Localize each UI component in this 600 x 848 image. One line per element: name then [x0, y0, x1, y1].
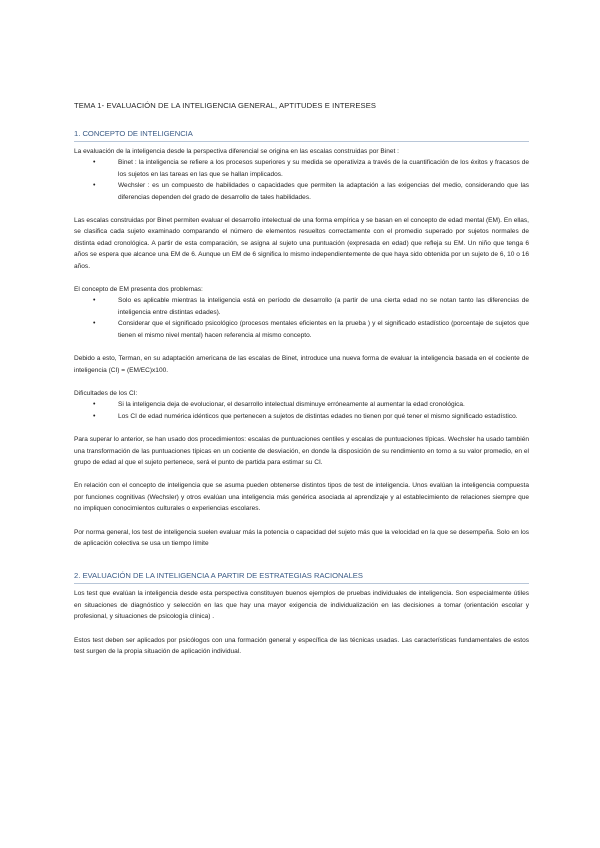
- document-body: [74, 100, 529, 666]
- list-item: • Binet : la inteligencia se refiere a los procesos superiores y su medida se operativiza a través de la cuantificación de los éxitos y fracasos de los sujetos en las tareas en las que se hallan implicados.: [118, 157, 529, 180]
- terman-paragraph: Debido a esto, Terman, en su adaptación americana de las escalas de Binet, introduce una nueva forma de evaluar la inteligencia basada en el cociente de inteligencia (CI) = (EM/EC)x100.: [74, 355, 529, 374]
- em-problems-list: [74, 295, 529, 341]
- section-1-heading: 1. CONCEPTO DE INTELIGENCIA: [74, 128, 529, 142]
- list-item: • Solo es aplicable mientras la inteligencia está en período de desarrollo (a partir de una cierta edad no se notan tanto las diferencias de inteligencia entre distintas edades).: [118, 295, 529, 318]
- list-item: • Considerar que el significado psicológico (procesos mentales eficientes en la prueba ) y el significado estadístico (porcentaje de sujetos que tienen el mismo nivel mental) hacen referencia al mismo concepto.: [118, 318, 529, 341]
- ci-difficulties-intro: Dificultades de los CI:: [74, 389, 138, 397]
- list-item: • Los CI de edad numérica idénticos que pertenecen a sujetos de distintas edades no tienen por qué tener el mismo significado estadístico.: [118, 411, 529, 422]
- norm-paragraph: Por norma general, los test de inteligencia suelen evaluar más la potencia o capacidad del sujeto más que la velocidad en la que se desempeña. Solo en los de aplicación colectiva se usa un tiempo límite: [74, 528, 529, 547]
- concept-paragraph: En relación con el concepto de inteligencia que se asuma pueden obtenerse distintos tipos de test de inteligencia. Unos evalúan la inteligencia compuesta por funciones cognitivas (Wechsler) y otros evalúan una inteligencia más genérica asociada al aprendizaje y al establecimiento de relaciones siempre que no impliquen conocimientos culturales o experiencias escolares.: [74, 482, 529, 513]
- section-1-intro: La evaluación de la inteligencia desde la perspectiva diferencial se origina en las escalas construidas por Binet :: [74, 148, 399, 155]
- binet-scales-paragraph: Las escalas construidas por Binet permiten evaluar el desarrollo intelectual de una forma empírica y se basan en el concepto de edad mental (EM). En ellas, se clasifica cada sujeto examinado comparando el número de elementos resueltos correctamente con el promedio superado por sujetos normales de distinta edad cronológica. A partir de esta comparación, se asigna al sujeto una puntuación (expresada en edad) que refleja su EM. Un niño que tenga 6 años se espera que alcance una EM de 6. Aunque un EM de 6 significa lo mismo independientemente de que haya sido obtenida por un sujeto de 6, 10 o 16 años.: [74, 217, 529, 270]
- document-title: TEMA 1- EVALUACIÓN DE LA INTELIGENCIA GENERAL, APTITUDES E INTERESES: [74, 101, 377, 110]
- ci-difficulties-list: [74, 399, 529, 422]
- em-problems-intro: El concepto de EM presenta dos problemas:: [74, 286, 203, 294]
- section-2-paragraph-1: Los test que evalúan la inteligencia desde esta perspectiva constituyen buenos ejemplos de pruebas individuales de inteligencia. Son especialmente útiles en situaciones de diagnóstico y selección en las que hay una mayor exigencia de individualización en las decisiones a tomar (orientación escolar y profesional, y situaciones de psicología clínica) .: [74, 590, 529, 621]
- section-2-paragraph-2: Estos test deben ser aplicados por psicólogos con una formación general y específica de las técnicas usadas. Las características fundamentales de estos test surgen de la propia situación de aplicación individual.: [74, 636, 529, 655]
- section-2-heading: 2. EVALUACIÓN DE LA INTELIGENCIA A PARTIR DE ESTRATEGIAS RACIONALES: [74, 570, 529, 584]
- definitions-list: [74, 157, 529, 203]
- procedures-paragraph: Para superar lo anterior, se han usado dos procedimientos: escalas de puntuaciones centiles y escalas de puntuaciones típicas. Wechsler ha usado también una transformación de las puntuaciones típicas en un cociente de desviación, en donde la disposición de su rendimiento en torno a su valor promedio, en el grupo de edad al que el sujeto pertenece, será el punto de partida para estimar su CI.: [74, 436, 529, 466]
- list-item: • Si la inteligencia deja de evolucionar, el desarrollo intelectual disminuye erróneamente al aumentar la edad cronológica.: [118, 399, 529, 410]
- list-item: • Wechsler : es un compuesto de habilidades o capacidades que permiten la adaptación a las exigencias del medio, considerando que las diferencias dependen del grado de desarrollo de tales habilidades.: [118, 180, 529, 203]
